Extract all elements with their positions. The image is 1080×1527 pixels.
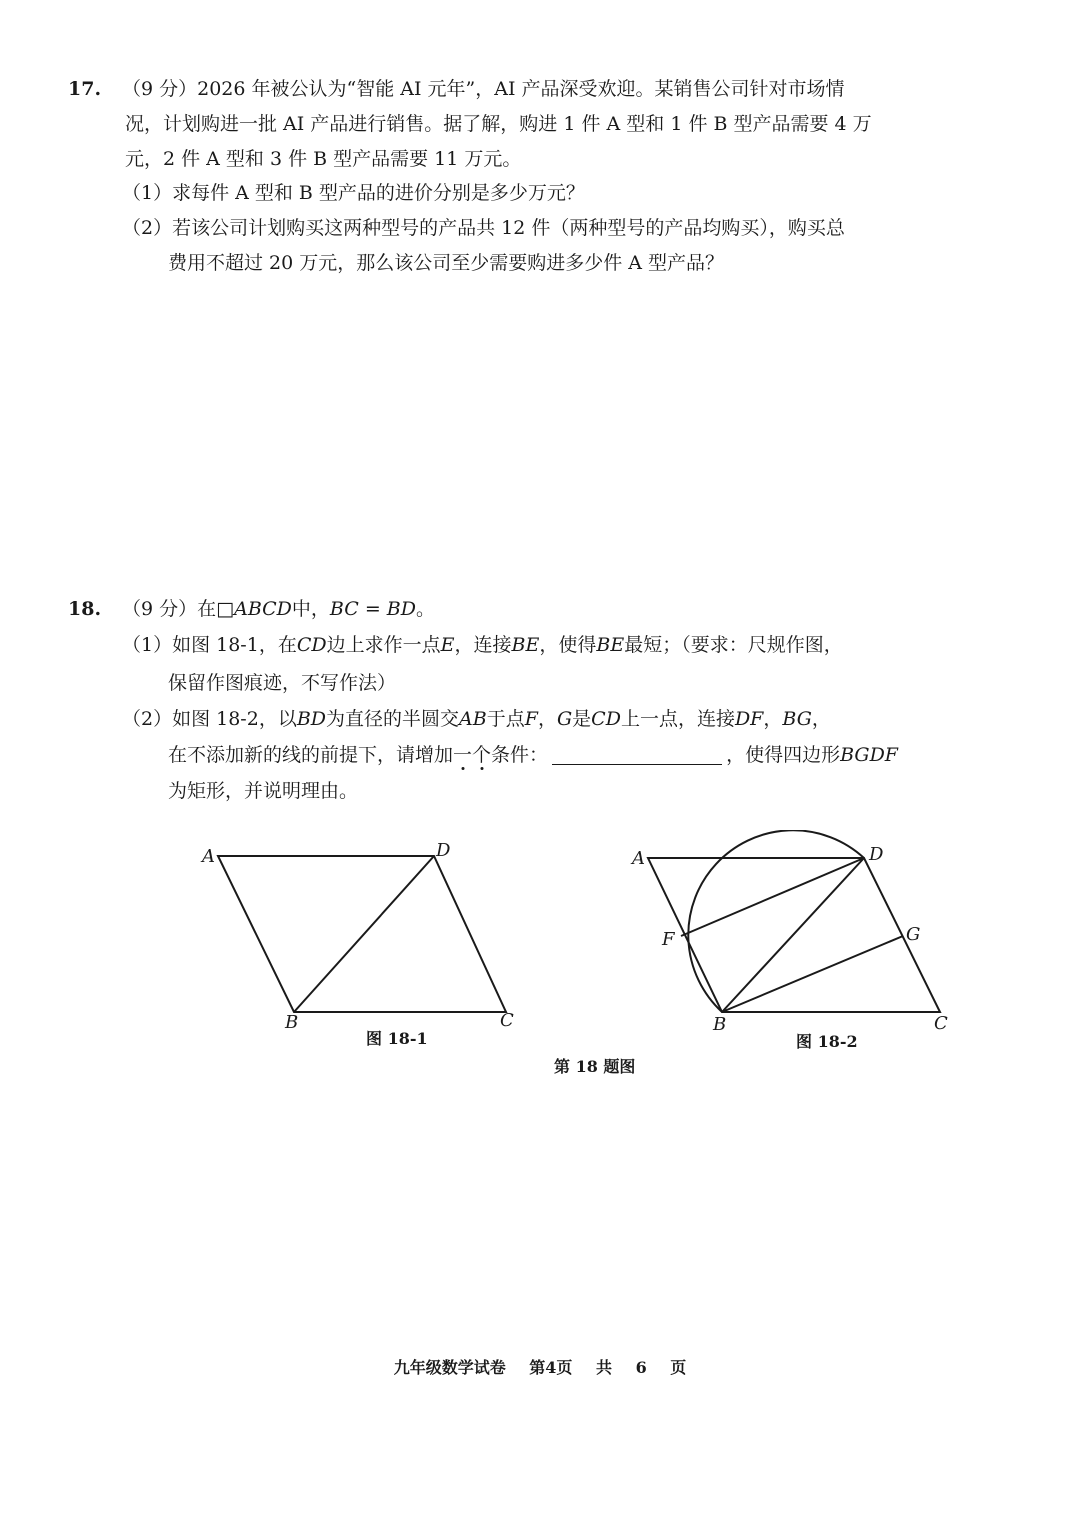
parallelogram-abcd <box>218 856 506 1012</box>
question-number: 18. <box>68 598 102 620</box>
question-text-line: 元，2 件 A 型和 3 件 B 型产品需要 11 万元。 <box>125 148 522 170</box>
question-text-line: （9 分）2026 年被公认为“智能 AI 元年”，AI 产品深受欢迎。某销售公司针对市场情 <box>122 78 845 100</box>
footer-subject: 九年级数学试卷 <box>393 1358 506 1377</box>
footer-page: 第4页 <box>529 1358 573 1377</box>
label-c: C <box>500 1010 514 1031</box>
label-a: A <box>202 846 215 867</box>
question-number: 17. <box>68 78 102 100</box>
sub-question-1: （1）求每件 A 型和 B 型产品的进价分别是多少万元？ <box>122 182 585 204</box>
page-footer <box>0 1355 1080 1378</box>
label-g: G <box>906 924 921 945</box>
label-b: B <box>713 1014 727 1035</box>
label-a: A <box>632 848 645 869</box>
figure-caption: 图 18-2 <box>796 1032 858 1051</box>
label-c: C <box>934 1013 948 1034</box>
sub-question-2: （2）若该公司计划购买这两种型号的产品共 12 件（两种型号的产品均购买），购买总 <box>122 217 845 239</box>
sub-question-1: （1）如图 18-1，在CD边上求作一点E，连接BE，使得BE最短；（要求：尺规作图， <box>122 634 843 656</box>
segment-df <box>681 858 864 936</box>
sub-question-2-cont: 费用不超过 20 万元，那么该公司至少需要购进多少件 A 型产品？ <box>168 252 725 274</box>
sub-question-2-cont: 在不添加新的线的前提下，请增加一个条件： ，使得四边形BGDF <box>168 744 898 766</box>
label-d: D <box>869 844 884 865</box>
figure-caption: 图 18-1 <box>366 1029 428 1048</box>
label-b: B <box>285 1012 299 1033</box>
segment-bg <box>722 936 903 1012</box>
diagonal-bd <box>294 856 434 1012</box>
footer-total: 共 6 页 <box>596 1358 687 1377</box>
figure-area <box>0 830 1080 1110</box>
figure-18-2 <box>648 830 940 1012</box>
sub-question-2: （2）如图 18-2，以BD为直径的半圆交AB于点F，G是CD上一点，连接DF，BG， <box>122 708 831 730</box>
diagonal-bd <box>722 858 864 1012</box>
label-d: D <box>436 840 451 861</box>
question-text-line: 况，计划购进一批 AI 产品进行销售。据了解，购进 1 件 A 型和 1 件 B 型产品需要 4 万 <box>125 113 872 135</box>
label-f: F <box>662 929 675 950</box>
answer-blank[interactable] <box>552 742 722 765</box>
figure-18-1 <box>218 856 506 1012</box>
sub-question-2-cont: 为矩形，并说明理由。 <box>168 780 359 802</box>
figure-title: 第 18 题图 <box>554 1057 636 1076</box>
sub-question-1-cont: 保留作图痕迹，不写作法） <box>168 672 397 694</box>
question-text-line: （9 分）在□ABCD中，BC = BD。 <box>122 598 435 620</box>
